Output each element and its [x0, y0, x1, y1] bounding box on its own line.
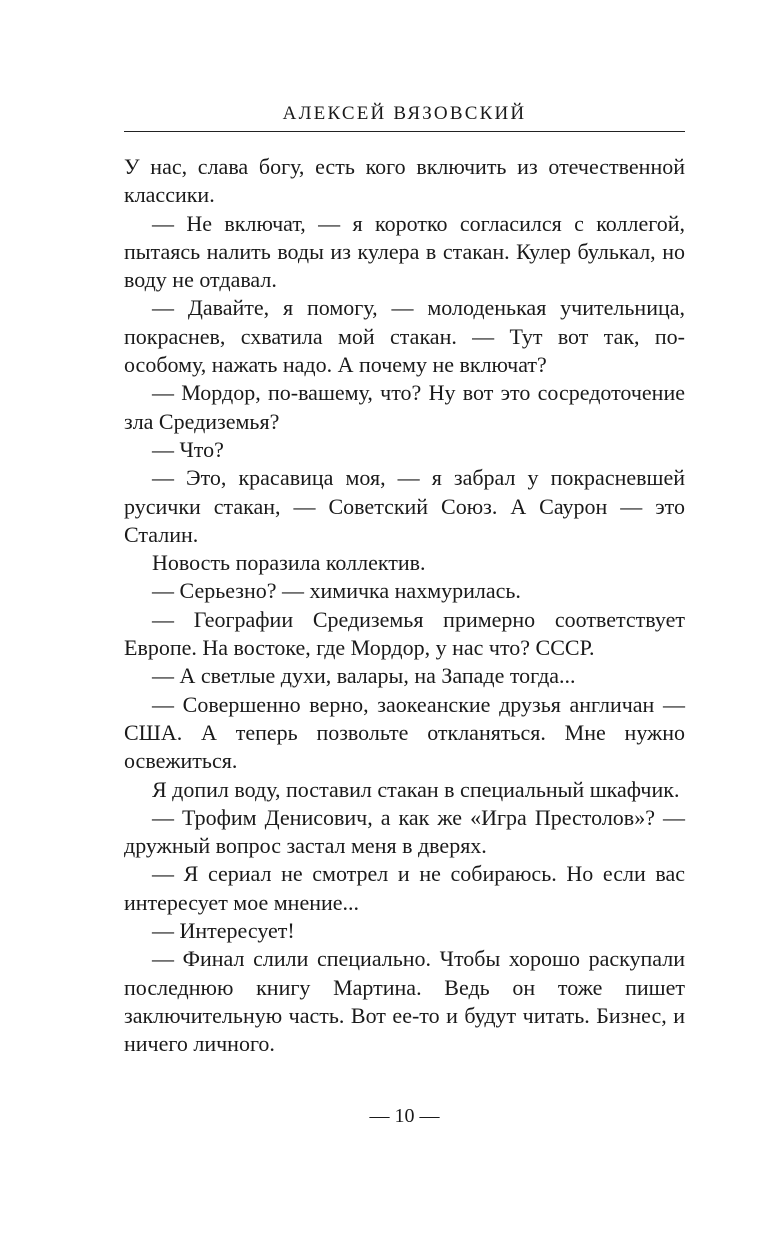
- paragraph: — Давайте, я помогу, — молоденькая учительница, покраснев, схватила мой стакан. — Тут вот так, по-особому, нажать надо. А почему не включат?: [124, 295, 685, 378]
- paragraph: — Географии Средиземья примерно соответствует Европе. На востоке, где Мордор, у нас что? СССР.: [124, 606, 685, 661]
- paragraph: — Трофим Денисович, а как же «Игра Престолов»? — дружный вопрос застал меня в дверях.: [124, 804, 685, 859]
- paragraph: — Не включат, — я коротко согласился с коллегой, пытаясь налить воды из кулера в стакан. Кулер булькал, но воду не отдавал.: [124, 210, 685, 293]
- paragraph: — Совершенно верно, заокеанские друзья англичан — США. А теперь позвольте откланяться. Мне нужно освежиться.: [124, 691, 685, 774]
- running-title: АЛЕКСЕЙ ВЯЗОВСКИЙ: [282, 103, 527, 124]
- paragraph: — Финал слили специально. Чтобы хорошо раскупали последнюю книгу Мартина. Ведь он тоже пишет заключительную часть. Вот ее-то и будут читать. Бизнес, и ничего личного.: [124, 946, 685, 1057]
- paragraph: — А светлые духи, валары, на Западе тогда...: [152, 663, 576, 689]
- paragraph: — Мордор, по-вашему, что? Ну вот это сосредоточение зла Средиземья?: [124, 380, 685, 434]
- paragraph: — Это, красавица моя, — я забрал у покрасневшей русички стакан, — Советский Союз. А Саурон — это Сталин.: [124, 465, 685, 547]
- paragraph: Я допил воду, поставил стакан в специальный шкафчик.: [152, 776, 680, 802]
- paragraph: — Интересует!: [152, 918, 295, 944]
- paragraph: — Я сериал не смотрел и не собираюсь. Но если вас интересует мое мнение...: [124, 861, 685, 915]
- page-number: — 10 —: [369, 1105, 440, 1127]
- paragraph: — Серьезно? — химичка нахмурилась.: [152, 578, 521, 604]
- paragraph: — Что?: [152, 436, 224, 462]
- paragraph: У нас, слава богу, есть кого включить из отечественной классики.: [124, 154, 685, 208]
- paragraph: Новость поразила коллектив.: [152, 550, 426, 576]
- body-text: [124, 153, 685, 1059]
- header-rule: [124, 131, 685, 132]
